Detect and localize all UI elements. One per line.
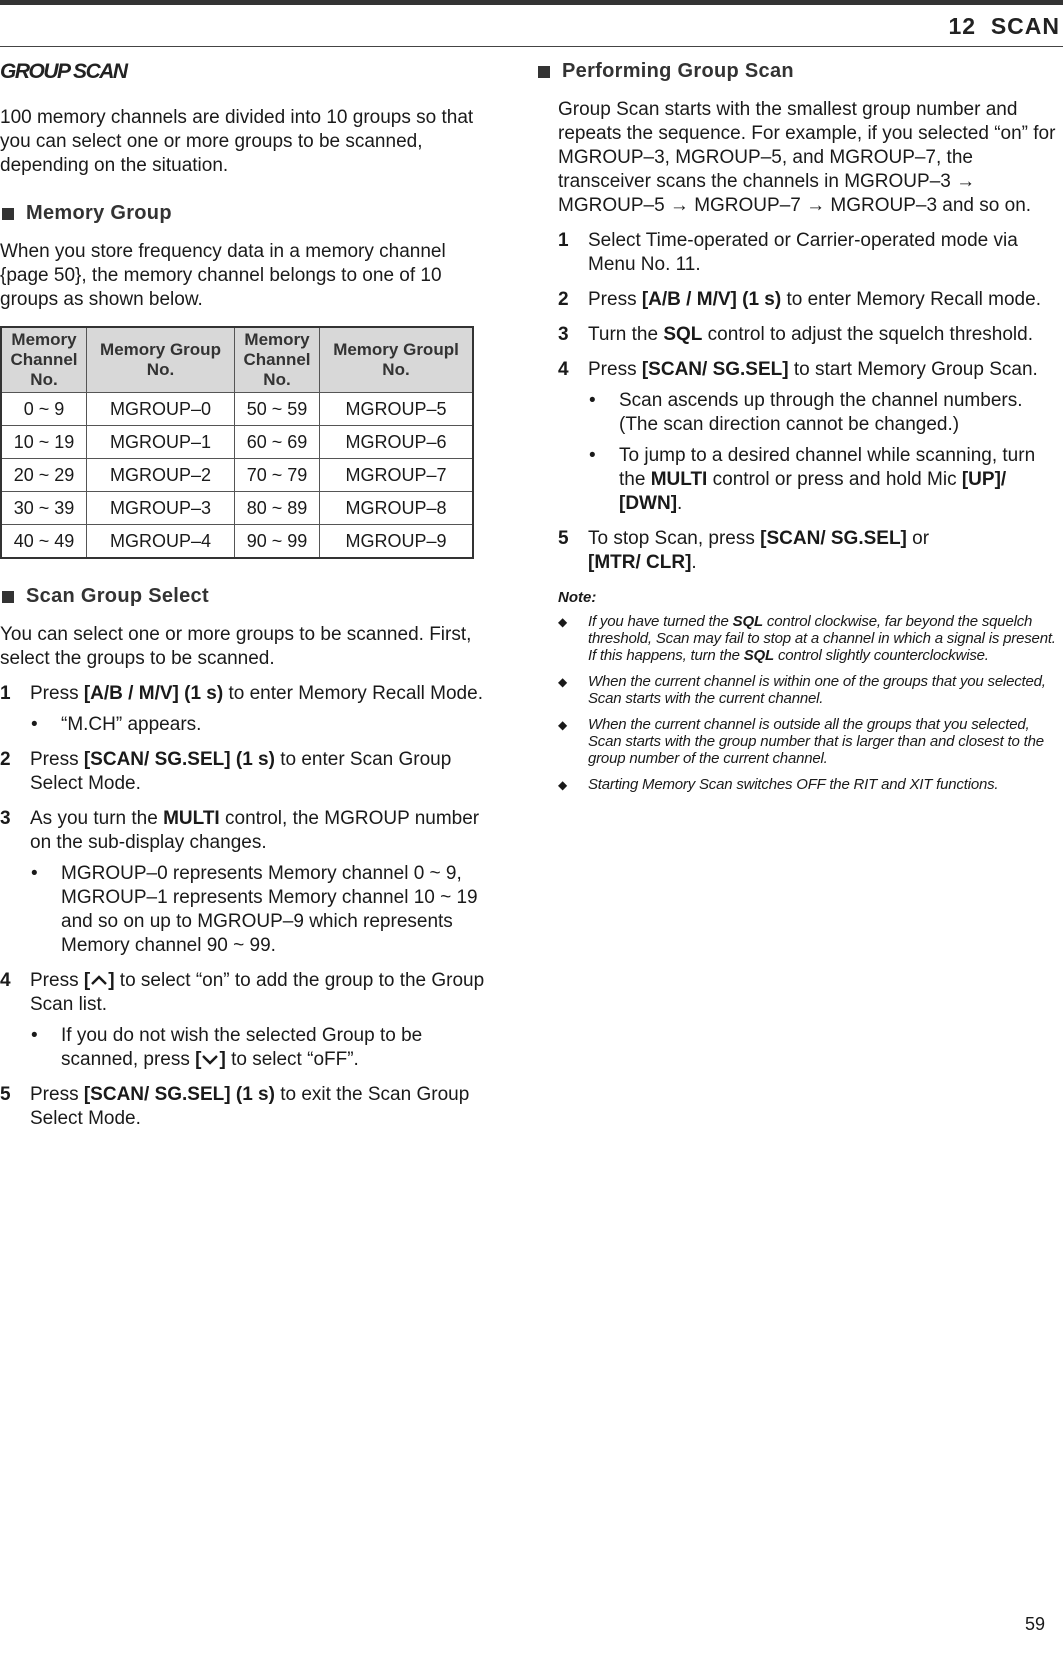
table-cell: MGROUP–3 bbox=[87, 492, 235, 525]
table-cell: MGROUP–5 bbox=[320, 393, 474, 426]
table-header-row bbox=[1, 327, 473, 393]
table-cell: MGROUP–6 bbox=[320, 426, 474, 459]
chapter-title: 12 SCAN bbox=[948, 13, 1060, 39]
table-header: Memory Channel No. bbox=[235, 327, 320, 393]
table-cell: MGROUP–1 bbox=[87, 426, 235, 459]
note-item: ◆ When the current channel is within one of the groups that you selected, Scan starts with the current channel. bbox=[558, 673, 1046, 707]
step-5: 5 Press [SCAN/ SG.SEL] (1 s) to exit the Scan Group Select Mode. bbox=[0, 1084, 470, 1129]
left-column bbox=[0, 60, 495, 1131]
step-3: 3 As you turn the MULTI control, the MGROUP number on the sub-display changes. bbox=[0, 808, 480, 853]
perf-step-2: 2 Press [A/B / M/V] (1 s) to enter Memory Recall mode. bbox=[558, 289, 1041, 310]
table-row bbox=[1, 459, 473, 492]
perf-step-4-bullet-2: • To jump to a desired channel while scanning, turn the MULTI control or press and hold Mic [UP]/ [DWN]. bbox=[589, 445, 1036, 514]
memory-group-text: When you store frequency data in a memory channel {page 50}, the memory channel belongs to one of 10 groups as shown below. bbox=[0, 241, 446, 310]
square-bullet-icon bbox=[2, 208, 14, 220]
perf-step-4-bullet-1: • Scan ascends up through the channel numbers. (The scan direction cannot be changed.) bbox=[589, 390, 1023, 435]
step-1-bullet: • “M.CH” appears. bbox=[31, 714, 202, 735]
table-header: Memory Group No. bbox=[87, 327, 235, 393]
note-item: ◆ If you have turned the SQL control clockwise, far beyond the squelch threshold, Scan may fail to stop at a channel in which a signal is present. If this happens, turn the SQL control slightly counterclockwise. bbox=[558, 613, 1056, 664]
table-cell: 30 ~ 39 bbox=[1, 492, 87, 525]
table-cell: 20 ~ 29 bbox=[1, 459, 87, 492]
table-cell: MGROUP–8 bbox=[320, 492, 474, 525]
table-cell: 80 ~ 89 bbox=[235, 492, 320, 525]
table-cell: MGROUP–4 bbox=[87, 525, 235, 559]
memory-group-table bbox=[0, 326, 474, 559]
table-row bbox=[1, 393, 473, 426]
square-bullet-icon bbox=[538, 66, 550, 78]
note-item: ◆ Starting Memory Scan switches OFF the RIT and XIT functions. bbox=[558, 776, 999, 793]
performing-group-scan-heading: Performing Group Scan bbox=[536, 60, 1058, 83]
step-4: 4 Press [ ] to select “on” to add the group to the Group Scan list. bbox=[0, 970, 485, 1015]
table-cell: 0 ~ 9 bbox=[1, 393, 87, 426]
diamond-icon: ◆ bbox=[558, 615, 568, 629]
diamond-icon: ◆ bbox=[558, 718, 568, 732]
table-cell: 50 ~ 59 bbox=[235, 393, 320, 426]
right-column bbox=[560, 60, 1058, 794]
square-bullet-icon bbox=[2, 591, 14, 603]
diamond-icon: ◆ bbox=[558, 675, 568, 689]
table-cell: MGROUP–0 bbox=[87, 393, 235, 426]
table-cell: MGROUP–7 bbox=[320, 459, 474, 492]
table-cell: MGROUP–2 bbox=[87, 459, 235, 492]
step-3-bullet: • MGROUP–0 represents Memory channel 0 ~ 9, MGROUP–1 represents Memory channel 10 ~ 19 and so on up to MGROUP–9 which represents Memory channel 90 ~ 99. bbox=[31, 863, 478, 956]
up-key-icon bbox=[90, 973, 108, 987]
table-row bbox=[1, 426, 473, 459]
perf-step-1: 1 Select Time-operated or Carrier-operated mode via Menu No. 11. bbox=[558, 230, 1018, 275]
table-header: Memory Groupl No. bbox=[320, 327, 474, 393]
scan-group-select-heading: Scan Group Select bbox=[0, 585, 495, 608]
perf-step-5: 5 To stop Scan, press [SCAN/ SG.SEL] or [MTR/ CLR]. bbox=[558, 528, 930, 573]
down-key-icon bbox=[201, 1052, 219, 1066]
table-cell: MGROUP–9 bbox=[320, 525, 474, 559]
table-header: Memory Channel No. bbox=[1, 327, 87, 393]
table-cell: 40 ~ 49 bbox=[1, 525, 87, 559]
table-cell: 60 ~ 69 bbox=[235, 426, 320, 459]
performing-text: Group Scan starts with the smallest group number and repeats the sequence. For example, if you selected “on” for MGROUP–3, MGROUP–5, and MGROUP–7, the transceiver scans the channels in MGROUP–3 → MGROUP–5 → MGROUP–7 → MGROUP–3 and so on. bbox=[558, 99, 1056, 216]
table-row bbox=[1, 492, 473, 525]
diamond-icon: ◆ bbox=[558, 778, 568, 792]
step-4-bullet: • If you do not wish the selected Group to be scanned, press [ ] to select “oFF”. bbox=[31, 1025, 423, 1070]
intro-text: 100 memory channels are divided into 10 groups so that you can select one or more groups to be scanned, depending on the situation. bbox=[0, 107, 474, 176]
perf-step-3: 3 Turn the SQL control to adjust the squelch threshold. bbox=[558, 324, 1033, 345]
scan-group-select-text: You can select one or more groups to be scanned. First, select the groups to be scanned. bbox=[0, 624, 472, 669]
header-rule bbox=[0, 46, 1063, 47]
table-row bbox=[1, 525, 473, 559]
perf-step-4: 4 Press [SCAN/ SG.SEL] to start Memory Group Scan. bbox=[558, 359, 1038, 380]
step-1: 1 Press [A/B / M/V] (1 s) to enter Memory Recall Mode. bbox=[0, 683, 483, 704]
section-title: GROUP SCAN bbox=[0, 60, 127, 83]
table-cell: 70 ~ 79 bbox=[235, 459, 320, 492]
note-heading: Note: bbox=[558, 589, 597, 606]
note-item: ◆ When the current channel is outside all the groups that you selected, Scan starts with the group number that is larger than and closest to the group number of the current channel. bbox=[558, 716, 1044, 767]
step-2: 2 Press [SCAN/ SG.SEL] (1 s) to enter Scan Group Select Mode. bbox=[0, 749, 452, 794]
memory-group-heading: Memory Group bbox=[0, 202, 495, 225]
table-cell: 10 ~ 19 bbox=[1, 426, 87, 459]
page-number: 59 bbox=[1024, 1614, 1045, 1634]
top-bar bbox=[0, 0, 1063, 5]
table-cell: 90 ~ 99 bbox=[235, 525, 320, 559]
